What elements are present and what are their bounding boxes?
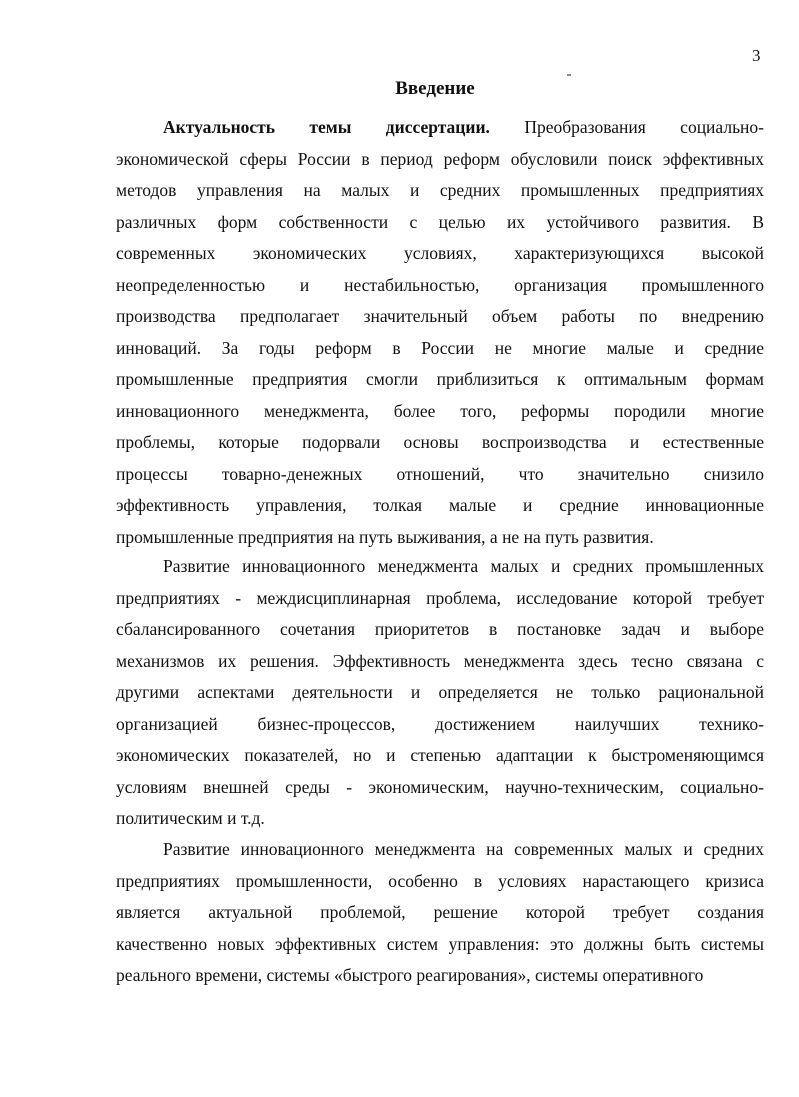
text-line: проблемы, которые подорвали основы воспроизводства и естественные (116, 432, 764, 452)
text-line: сбалансированного сочетания приоритетов в постановке задач и выборе (116, 619, 764, 639)
text-line: различных форм собственности с целью их устойчивого развития. В (116, 211, 764, 232)
text-fragment: Преобразования социально- (524, 117, 764, 137)
text-line: производства предполагает значительный объем работы по внедрению (116, 306, 764, 326)
section-title: Введение (395, 78, 475, 99)
text-line: инноваций. За годы реформ в России не многие малые и средние (116, 337, 764, 358)
text-line (116, 112, 764, 144)
text-line: промышленные предприятия на путь выживания, а не на путь развития. (116, 526, 654, 547)
text-line: экономических показателей, но и степенью адаптации к быстроменяющимся (116, 745, 764, 765)
text-line: процессы товарно-денежных отношений, что значительно снизило (116, 463, 764, 484)
text-line: неопределенностью и нестабильностью, организация промышленного (116, 274, 764, 295)
text-line: является актуальной проблемой, решение которой требует создания (116, 902, 764, 922)
scan-speck (567, 74, 571, 76)
paragraph-3 (116, 834, 764, 992)
text-line: политическим и т.д. (116, 808, 265, 828)
text-line: Развитие инновационного менеджмента на современных малых и средних (163, 839, 764, 859)
lead-phrase: Актуальность темы диссертации. (163, 117, 490, 137)
text-line: Развитие инновационного менеджмента малых и средних промышленных (163, 556, 764, 576)
text-line: условиям внешней среды - экономическим, научно-техническим, социально- (116, 776, 764, 797)
text-line: инновационного менеджмента, более того, реформы породили многие (116, 400, 764, 421)
text-line: реального времени, системы «быстрого реагирования», системы оперативного (116, 965, 704, 985)
paragraph-2 (116, 551, 764, 835)
text-line: промышленные предприятия смогли приблизиться к оптимальным формам (116, 369, 764, 389)
text-line: эффективность управления, толкая малые и средние инновационные (116, 495, 764, 515)
text-line: современных экономических условиях, характеризующихся высокой (116, 243, 764, 263)
text-line: экономической сферы России в период реформ обусловили поиск эффективных (116, 148, 764, 169)
text-line: другими аспектами деятельности и определяется не только рациональной (116, 682, 764, 702)
text-line: механизмов их решения. Эффективность менеджмента здесь тесно связана с (116, 650, 764, 671)
paragraph-1 (116, 112, 764, 553)
text-line: методов управления на малых и средних промышленных предприятиях (116, 180, 764, 200)
text-line: организацией бизнес-процессов, достижением наилучших технико- (116, 713, 764, 734)
text-line: предприятиях - междисциплинарная проблема, исследование которой требует (116, 587, 764, 608)
page-number: 3 (752, 46, 761, 65)
text-line: качественно новых эффективных систем управления: это должны быть системы (116, 933, 764, 954)
text-line: предприятиях промышленности, особенно в условиях нарастающего кризиса (116, 870, 764, 891)
